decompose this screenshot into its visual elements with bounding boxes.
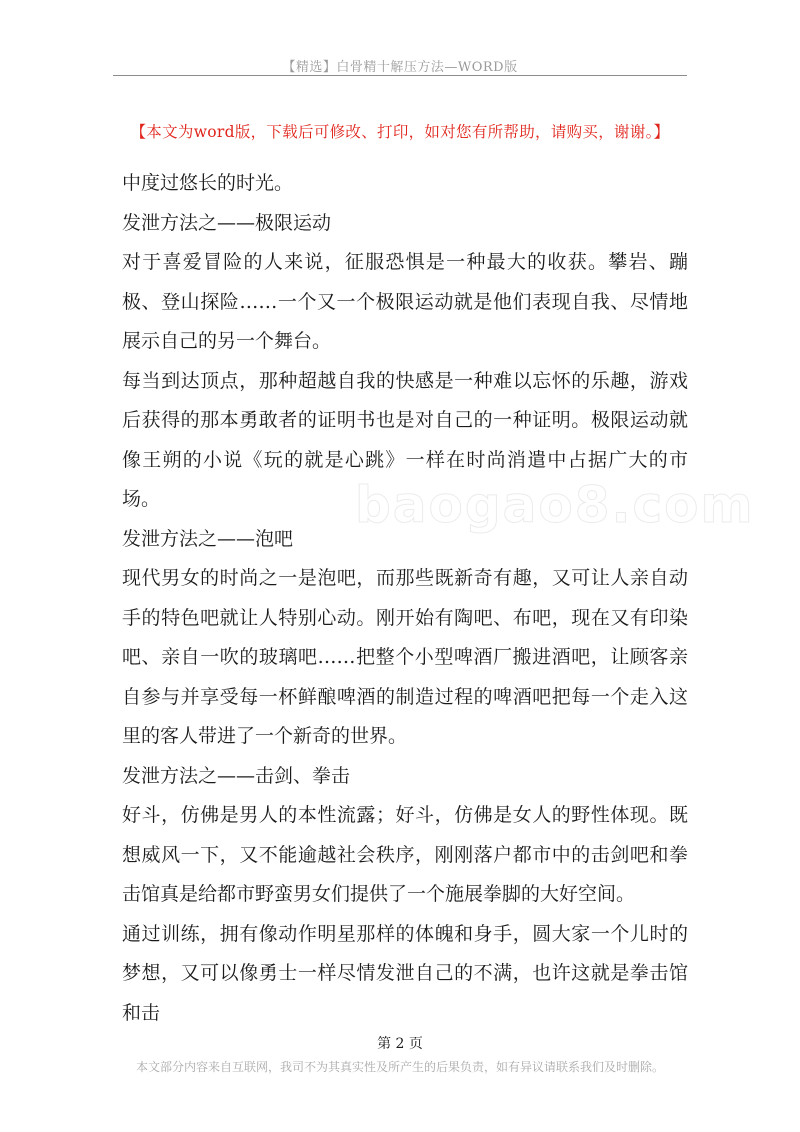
paragraph: 中度过悠长的时光。 <box>122 172 294 194</box>
paragraph: 对于喜爱冒险的人来说，征服恐惧是一种最大的收获。攀岩、蹦极、登山探险……一个又一个极限运动就是他们表现自我、尽情地展示自己的另一个舞台。 <box>122 251 688 352</box>
document-body <box>122 164 688 1033</box>
header-rule <box>113 75 687 76</box>
paragraph: 通过训练，拥有像动作明星那样的体魄和身手，圆大家一个儿时的梦想，又可以像勇士一样尽情发泄自己的不满，也许这就是拳击馆和击 <box>122 922 688 1024</box>
page-footer: 本文部分内容来自互联网，我司不为其真实性及所产生的后果负责，如有异议请联系我们及时删除。 <box>135 1060 664 1074</box>
section-heading: 发泄方法之——击剑、拳击 <box>122 764 351 787</box>
section-heading: 发泄方法之——泡吧 <box>122 527 294 550</box>
page-number: 第 2 页 <box>377 1036 423 1052</box>
section-heading: 发泄方法之——极限运动 <box>122 211 332 234</box>
page-header: 【精选】白骨精十解压方法—WORD版 <box>282 60 518 75</box>
watermark: baogao8.com <box>355 476 755 534</box>
paragraph: 现代男女的时尚之一是泡吧，而那些既新奇有趣，又可让人亲自动手的特色吧就让人特别心动。刚开始有陶吧、布吧，现在又有印染吧、亲自一吹的玻璃吧……把整个小型啤酒厂搬进酒吧，让顾客亲自参与并享受每一杯鲜酿啤酒的制造过程的啤酒吧把每一个走入这里的客人带进了一个新奇的世界。 <box>122 567 688 747</box>
paragraph: 好斗，仿佛是男人的本性流露；好斗，仿佛是女人的野性体现。既想威风一下，又不能逾越社会秩序，刚刚落户都市中的击剑吧和拳击馆真是给都市野蛮男女们提供了一个施展拳脚的大好空间。 <box>122 804 688 905</box>
paragraph: 每当到达顶点，那种超越自我的快感是一种难以忘怀的乐趣，游戏后获得的那本勇敢者的证明书也是对自己的一种证明。极限运动就像王朔的小说《玩的就是心跳》一样在时尚消遣中占据广大的市场。 <box>122 369 688 510</box>
download-notice: 【本文为word版，下载后可修改、打印，如对您有所帮助，请购买，谢谢。】 <box>130 123 670 141</box>
